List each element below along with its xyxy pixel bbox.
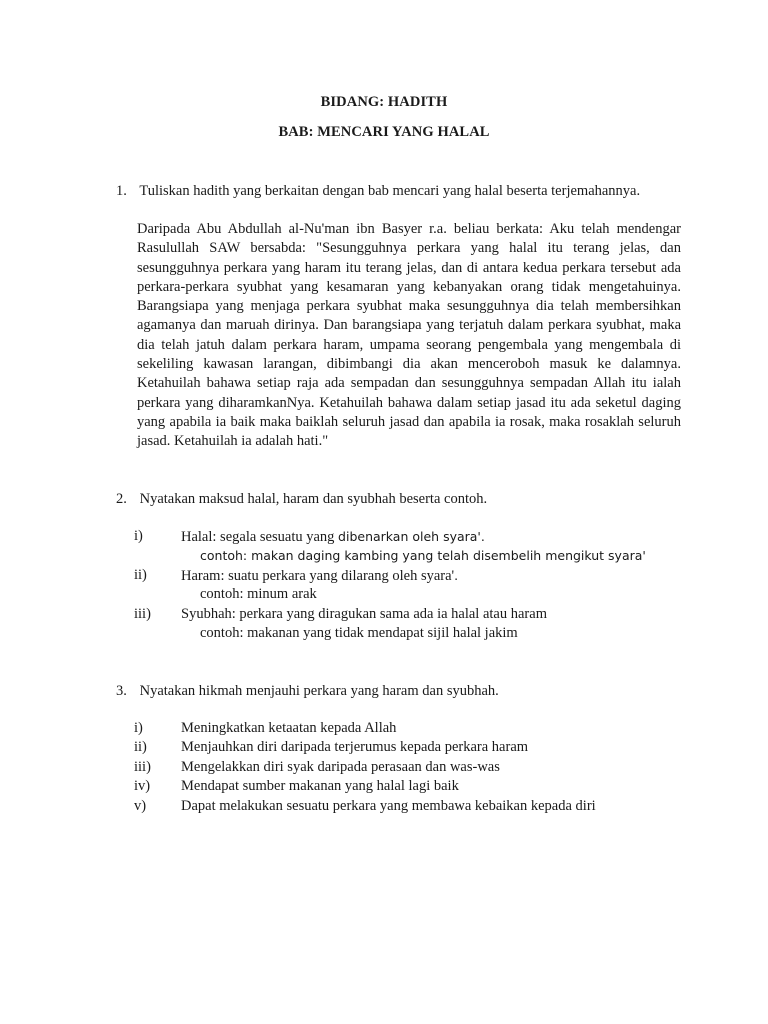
list-item-text: Meningkatkan ketaatan kepada Allah: [181, 720, 397, 736]
list-item-text: Mendapat sumber makanan yang halal lagi baik: [181, 778, 459, 795]
question-text: Nyatakan hikmah menjauhi perkara yang haram dan syubhah.: [139, 683, 499, 699]
subject-heading: BIDANG: HADITH: [320, 94, 448, 110]
list-item: [134, 719, 694, 738]
list-item: [134, 738, 694, 757]
list-item: [134, 605, 694, 624]
list-item: [134, 797, 694, 816]
list-item: [134, 566, 694, 585]
example-text: contoh: makan daging kambing yang telah disembelih mengikut syara': [200, 548, 646, 564]
definition-text-continued: .: [454, 567, 459, 583]
question-3: [116, 681, 499, 701]
list-marker: i): [134, 528, 143, 544]
question-text: Nyatakan maksud halal, haram dan syubhah beserta contoh.: [139, 491, 488, 507]
question-number: 1.: [116, 183, 127, 199]
list-marker: iii): [134, 605, 151, 622]
list-item: [134, 527, 694, 546]
hadith-translation: Daripada Abu Abdullah al-Nu'man ibn Basyer r.a. beliau berkata: Aku telah mendengar Rasulullah SAW bersabda: "Sesungguhnya perkara yang halal itu terang jelas, dan sesungguhnya perkara yang haram itu terang jelas, dan di antara kedua perkara tersebut ada perkara-perkara syubhat yang kesamaran yang kebanyakan orang tidak mengetahuinya. Barangsiapa yang menjaga perkara syubhat maka sesungguhnya dia telah membersihkan agamanya dan maruah dirinya. Dan barangsiapa yang terjatuh dalam perkara syubhat, maka dia telah jatuh dalam perkara haram, umpama seorang pengembala yang mengembala di sekeliling kawasan larangan, dibimbangi dia akan menceroboh masuk ke dalamnya. Ketahuilah bahawa setiap raja ada sempadan dan sesungguhnya sempadan Allah itu ialah perkara yang diharamkanNya. Ketahuilah bahawa dalam setiap jasad itu ada seketul daging yang apabila ia baik maka baiklah seluruh jasad dan apabila ia rosak, maka rosaklah seluruh jasad. Ketahuilah ia adalah hati.": [137, 221, 681, 450]
example-text: contoh: minum arak: [200, 586, 317, 603]
wisdom-list: [134, 719, 694, 816]
definition-text-continued: dibenarkan oleh syara'.: [338, 529, 485, 544]
question-number: 2.: [116, 491, 127, 507]
list-marker: v): [134, 797, 147, 814]
question-1: [116, 181, 640, 201]
definitions-list: [134, 527, 694, 643]
question-number: 3.: [116, 683, 127, 699]
list-item-text: Dapat melakukan sesuatu perkara yang membawa kebaikan kepada diri: [181, 797, 596, 814]
definition-text: Syubhah: perkara yang diragukan sama ada ia halal atau haram: [181, 605, 547, 622]
chapter-heading: BAB: MENCARI YANG HALAL: [278, 124, 490, 140]
question-2: [116, 489, 487, 509]
question-text: Tuliskan hadith yang berkaitan dengan bab mencari yang halal beserta terjemahannya.: [139, 183, 641, 199]
list-item-text: Mengelakkan diri syak daripada perasaan dan was-was: [181, 758, 500, 775]
list-marker: ii): [134, 566, 147, 583]
definition-text: Haram: suatu perkara yang dilarang oleh syara': [181, 567, 455, 584]
list-marker: iv): [134, 778, 151, 795]
list-marker: i): [134, 720, 143, 736]
list-item: [134, 758, 694, 777]
list-item-text: Menjauhkan diri daripada terjerumus kepada perkara haram: [181, 739, 529, 756]
list-marker: ii): [134, 739, 147, 756]
list-marker: iii): [134, 758, 151, 775]
example-text: contoh: makanan yang tidak mendapat sijil halal jakim: [200, 624, 518, 641]
list-item: [134, 777, 694, 796]
definition-text: Halal: segala sesuatu yang: [181, 529, 339, 545]
